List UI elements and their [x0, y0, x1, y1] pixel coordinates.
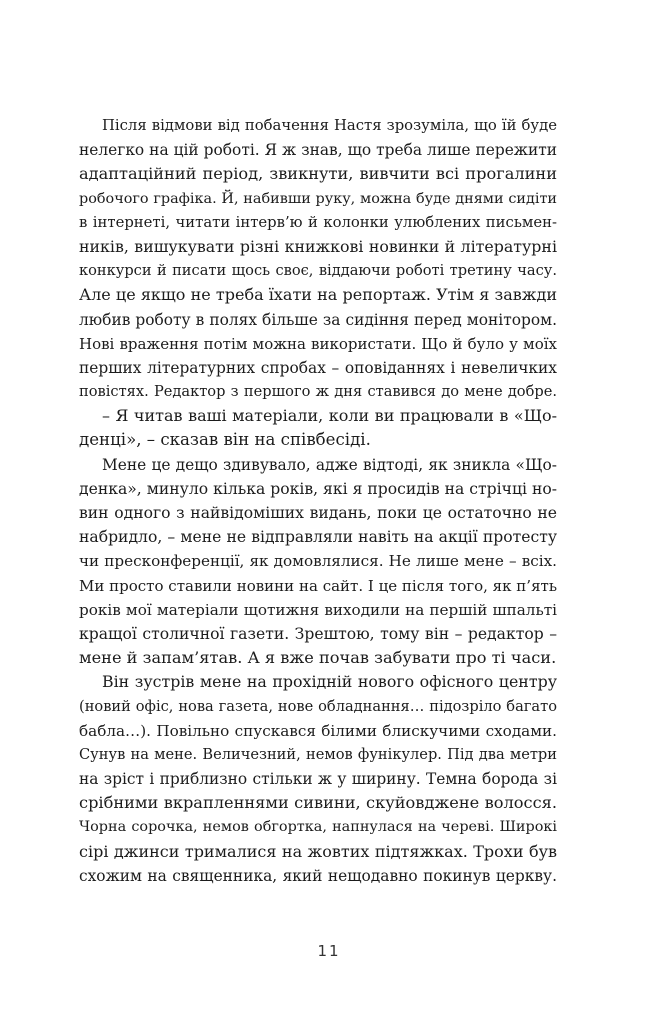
text-line: на зріст і приблизно стільки ж у ширину. Темна борода зі: [79, 770, 557, 789]
text-line: схожим на священника, який нещодавно покинув церкву.: [79, 866, 557, 885]
text-line: вин одного з найвідоміших видань, поки це остаточно не: [79, 504, 557, 522]
text-line: адаптаційний період, звикнути, вивчити всі прогалини: [79, 164, 557, 184]
text-line: бабла…). Повільно спускався білими блискучими сходами.: [79, 721, 557, 740]
text-line: набридло, – мене не відправляли навіть на акції протесту: [79, 528, 557, 547]
text-line: Чорна сорочка, немов обгортка, напнулася на череві. Широкі: [79, 819, 557, 836]
text-line: конкурси й писати щось своє, віддаючи роботі третину часу.: [79, 262, 557, 280]
text-line: Він зустрів мене на прохідній нового офісного центру: [102, 672, 557, 692]
text-line: чи пресконференції, як домовлялися. Не лише мене – всіх.: [79, 552, 557, 571]
text-line: срібними вкрапленнями сивини, скуйовджене волосся.: [79, 793, 557, 813]
text-line: перших літературних спробах – оповіданнях і невеличких: [79, 358, 557, 377]
text-line: кращої столичної газети. Зрештою, тому він – редактор –: [79, 624, 557, 643]
text-line: повістях. Редактор з першого ж дня ставився до мене добре.: [79, 383, 557, 401]
text-line: Після відмови від побачення Настя зрозуміла, що їй буде: [102, 117, 557, 134]
text-line: в інтернеті, читати інтерв’ю й колонки улюблених письмен-: [79, 213, 557, 231]
text-line: Але це якщо не треба їхати на репортаж. Утім я завжди: [79, 285, 557, 305]
text-line: (новий офіс, нова газета, нове обладнання… підозріло багато: [79, 697, 557, 715]
text-line: нелегко на цій роботі. Я ж знав, що треба лише пережити: [79, 141, 557, 160]
text-line: Мене це дещо здивувало, адже відтоді, як зникла «Що-: [102, 455, 557, 474]
text-line: мене й запам’ятав. А я вже почав забувати про ті часи.: [79, 648, 557, 668]
page-number: 11: [317, 942, 341, 960]
text-line: денка», минуло кілька років, які я просидів на стрічці но-: [79, 479, 557, 498]
text-line: ників, вишукувати різні книжкові новинки й літературні: [79, 236, 557, 256]
text-line: Нові враження потім можна використати. Що й було у моїх: [79, 334, 557, 353]
body-text: [79, 114, 557, 888]
text-line: любив роботу в полях більше за сидіння перед монітором.: [79, 310, 557, 329]
text-line: Ми просто ставили новини на сайт. І це після того, як п’ять: [79, 576, 557, 595]
text-line: сірі джинси трималися на жовтих підтяжках. Трохи був: [79, 841, 557, 861]
text-line: робочого графіка. Й, набивши руку, можна буде днями сидіти: [79, 190, 557, 207]
text-line: – Я читав ваші матеріали, коли ви працювали в «Що-: [102, 406, 557, 426]
text-line: років мої матеріали щотижня виходили на першій шпальті: [79, 600, 557, 619]
text-line: денці», – сказав він на співбесіді.: [79, 430, 371, 450]
text-line: Сунув на мене. Величезний, немов фунікулер. Під два метри: [79, 745, 557, 763]
